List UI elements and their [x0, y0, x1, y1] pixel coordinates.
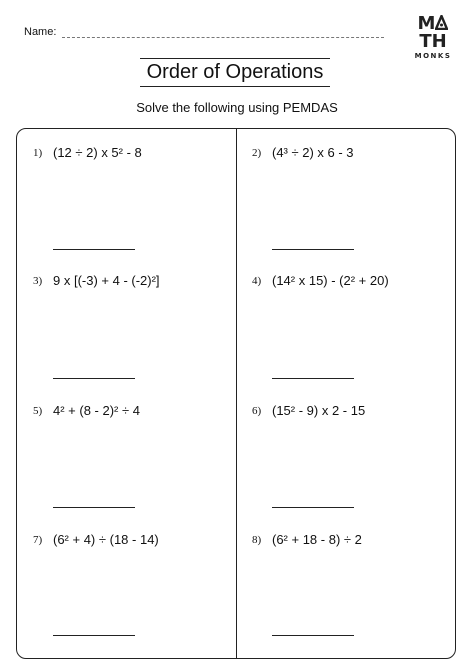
problem-number: 7): [33, 534, 43, 546]
math-monks-logo: [408, 15, 458, 60]
answer-line[interactable]: [53, 249, 135, 250]
column-divider: [236, 128, 237, 659]
answer-line[interactable]: [272, 249, 354, 250]
problem-expression: (15² - 9) x 2 - 15: [272, 403, 366, 418]
problem-8: [252, 532, 452, 652]
answer-line[interactable]: [272, 635, 354, 636]
problem-expression: (12 ÷ 2) x 5² - 8: [53, 145, 142, 160]
logo-text-th: TH: [419, 31, 447, 52]
problem-6: [252, 403, 452, 523]
problem-number: 2): [252, 147, 262, 159]
instruction-text: Solve the following using PEMDAS: [136, 100, 338, 115]
problem-5: [33, 403, 233, 523]
problem-2: [252, 145, 452, 265]
problem-3: [33, 273, 233, 393]
problem-1: [33, 145, 233, 265]
problem-expression: 4² + (8 - 2)² ÷ 4: [53, 403, 140, 418]
name-field-line[interactable]: [62, 37, 384, 38]
problem-expression: 9 x [(-3) + 4 - (-2)²]: [53, 273, 160, 288]
problem-number: 8): [252, 534, 262, 546]
problem-number: 5): [33, 405, 43, 417]
answer-line[interactable]: [53, 378, 135, 379]
problem-4: [252, 273, 452, 393]
title-rule-bottom: [140, 86, 330, 87]
answer-line[interactable]: [272, 378, 354, 379]
name-label: Name:: [24, 26, 57, 38]
logo-a-triangle-icon: [435, 15, 448, 30]
worksheet-title: Order of Operations: [146, 61, 324, 83]
problem-number: 4): [252, 275, 262, 287]
problem-number: 1): [33, 147, 43, 159]
problem-number: 3): [33, 275, 43, 287]
problem-expression: (4³ ÷ 2) x 6 - 3: [272, 145, 354, 160]
problem-expression: (6² + 4) ÷ (18 - 14): [53, 532, 159, 547]
problem-7: [33, 532, 233, 652]
problem-number: 6): [252, 405, 262, 417]
problem-expression: (6² + 18 - 8) ÷ 2: [272, 532, 362, 547]
logo-subtext: MONKS: [414, 52, 452, 60]
answer-line[interactable]: [53, 507, 135, 508]
logo-text-m: M: [417, 13, 436, 34]
answer-line[interactable]: [272, 507, 354, 508]
answer-line[interactable]: [53, 635, 135, 636]
problem-expression: (14² x 15) - (2² + 20): [272, 273, 389, 288]
